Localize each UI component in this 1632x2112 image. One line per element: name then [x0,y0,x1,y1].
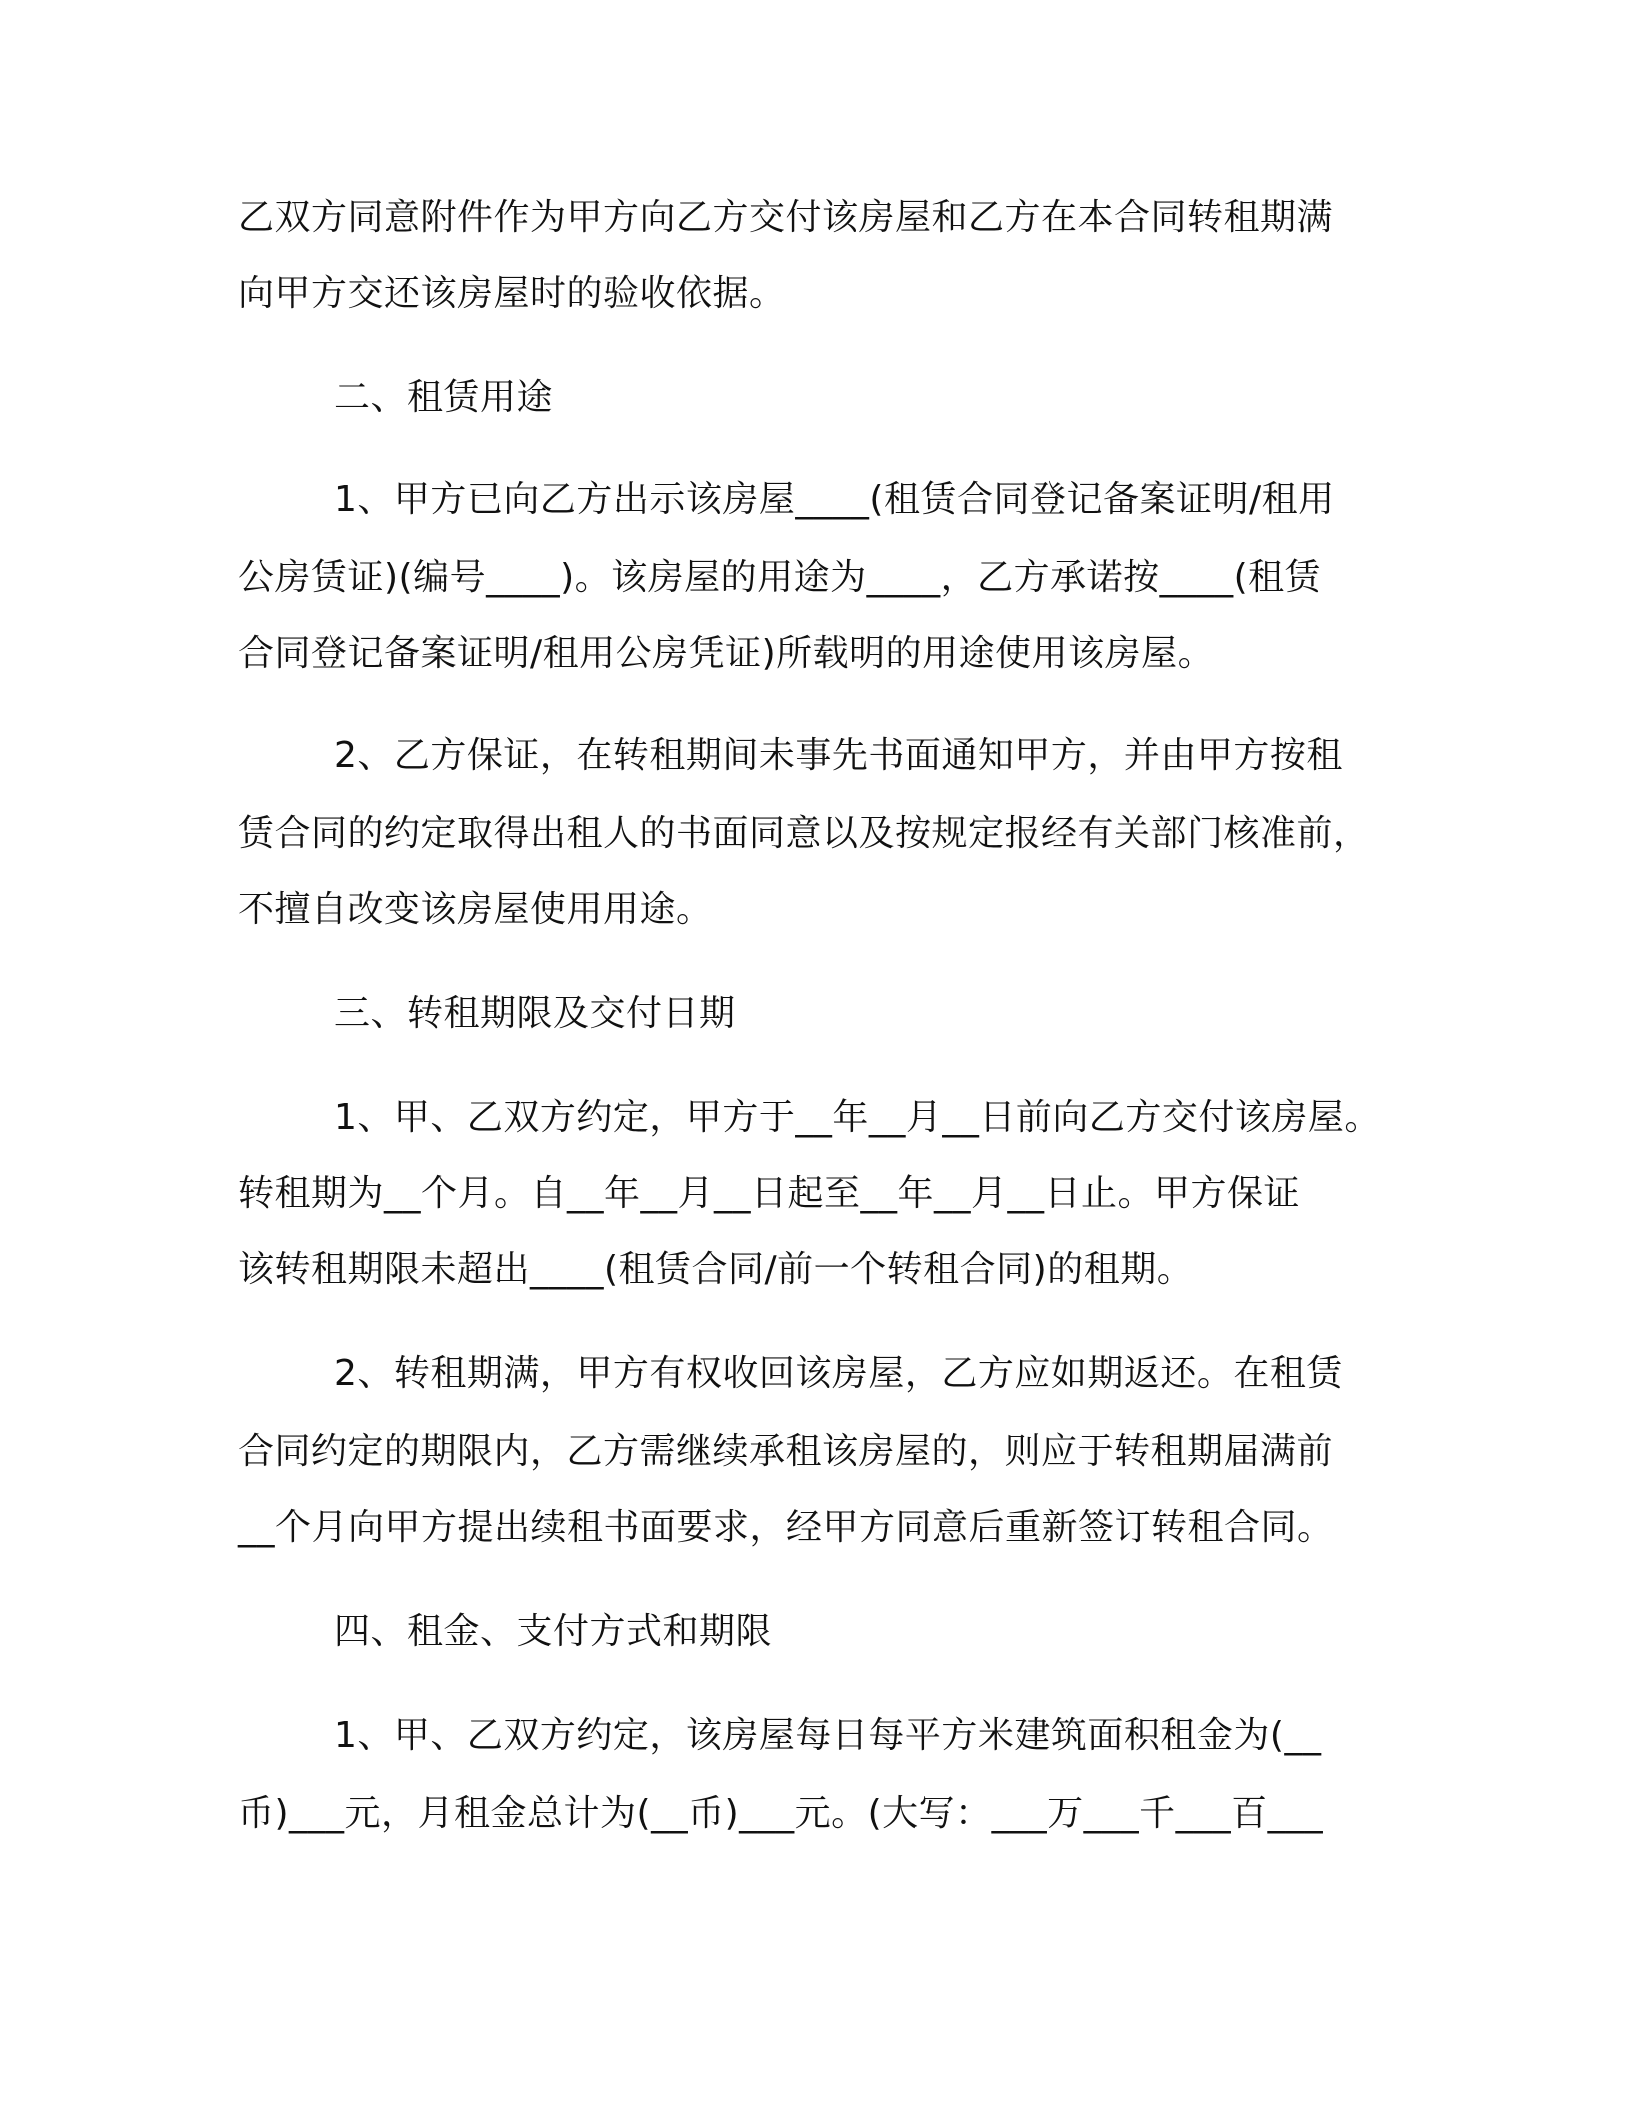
paragraph-line: 2、转租期满，甲方有权收回该房屋，乙方应如期返还。在租赁 [334,1353,1343,1394]
paragraph-line: 该转租期限未超出____(租赁合同/前一个转租合同)的租期。 [238,1249,1194,1290]
paragraph-line: 合同约定的期限内，乙方需继续承租该房屋的，则应于转租期届满前 [238,1431,1334,1472]
section-heading: 四、租金、支付方式和期限 [334,1611,773,1652]
paragraph-line: 转租期为__个月。自__年__月__日起至__年__月__日止。甲方保证 [238,1173,1301,1214]
paragraph-line: 向甲方交还该房屋时的验收依据。 [238,273,786,314]
paragraph-line: 赁合同的约定取得出租人的书面同意以及按规定报经有关部门核准前， [238,813,1370,854]
section-heading: 二、租赁用途 [334,377,554,418]
paragraph-line: 1、甲、乙双方约定，该房屋每日每平方米建筑面积租金为(__ [334,1715,1322,1756]
paragraph-line: 不擅自改变该房屋使用用途。 [238,889,713,930]
paragraph-line: 1、甲方已向乙方出示该房屋____(租赁合同登记备案证明/租用 [334,479,1335,520]
paragraph-line: 合同登记备案证明/租用公房凭证)所载明的用途使用该房屋。 [238,633,1215,674]
paragraph-line: __个月向甲方提出续租书面要求，经甲方同意后重新签订转租合同。 [238,1507,1334,1548]
paragraph-line: 公房赁证)(编号____)。该房屋的用途为____，乙方承诺按____(租赁 [238,557,1322,598]
paragraph-line: 币)___元，月租金总计为(__币)___元。(大写：___万___千___百___ [238,1793,1324,1834]
section-heading: 三、转租期限及交付日期 [334,993,736,1034]
paragraph-line: 1、甲、乙双方约定，甲方于__年__月__日前向乙方交付该房屋。 [334,1097,1381,1138]
paragraph-line: 2、乙方保证，在转租期间未事先书面通知甲方，并由甲方按租 [334,735,1343,776]
paragraph-line: 乙双方同意附件作为甲方向乙方交付该房屋和乙方在本合同转租期满 [238,197,1334,238]
